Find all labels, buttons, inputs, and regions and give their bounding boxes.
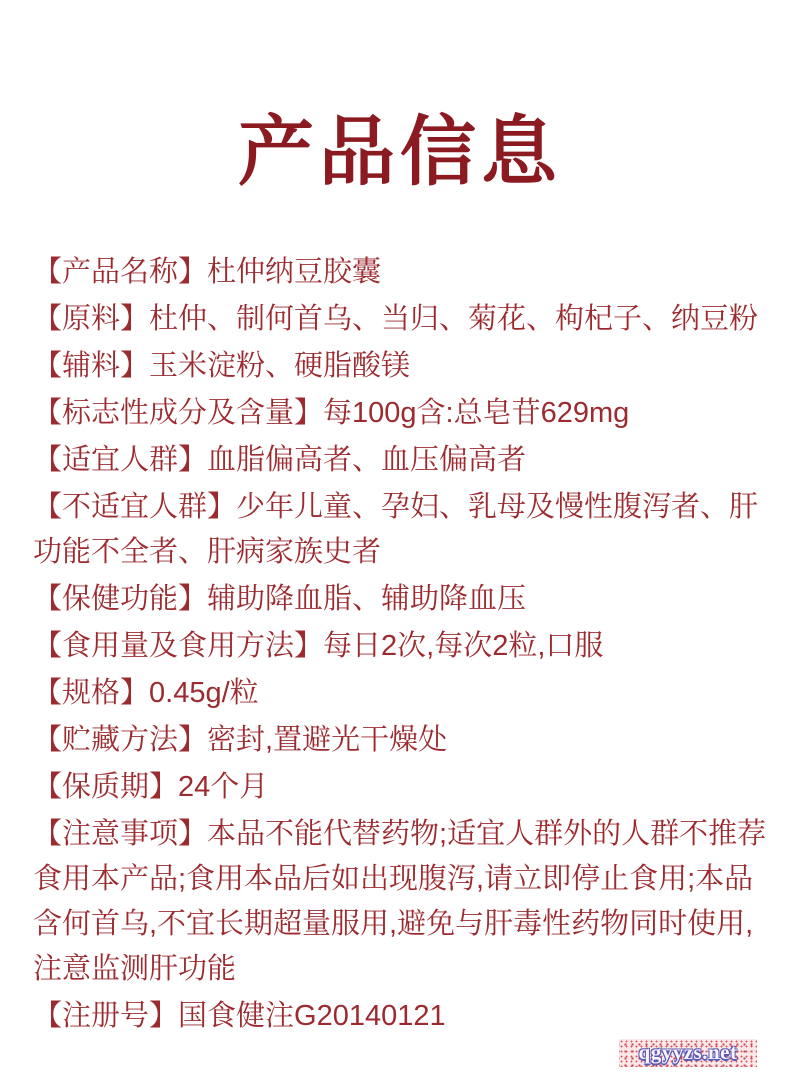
item-label: 【辅料】 bbox=[33, 349, 150, 382]
product-info-item bbox=[33, 250, 774, 295]
item-value: 密封,置避光干燥处 bbox=[207, 723, 448, 756]
product-info-item bbox=[33, 297, 774, 342]
item-value: 本品不能代替药物;适宜人群外的人群不推荐食用本产品;食用本品后如出现腹泻,请立即停止食用;本品含何首乌,不宜长期超量服用,避免与肝毒性药物同时使用,注意监测肝功能 bbox=[33, 817, 767, 985]
item-label: 【不适宜人群】 bbox=[33, 490, 237, 523]
item-label: 【食用量及食用方法】 bbox=[33, 629, 324, 662]
product-info-item bbox=[33, 344, 774, 389]
product-info-item bbox=[33, 812, 774, 992]
item-value: 辅助降血脂、辅助降血压 bbox=[207, 582, 527, 615]
item-value: 玉米淀粉、硬脂酸镁 bbox=[149, 349, 411, 382]
item-value: 国食健注G20140121 bbox=[178, 999, 446, 1032]
watermark-text: qgyyzs.net bbox=[638, 1040, 738, 1065]
product-info-item bbox=[33, 485, 774, 575]
item-value: 24个月 bbox=[178, 770, 269, 803]
item-label: 【注意事项】 bbox=[33, 817, 208, 850]
item-value: 每日2次,每次2粒,口服 bbox=[323, 629, 604, 662]
product-info-item bbox=[33, 391, 774, 436]
product-info-item bbox=[33, 671, 774, 716]
item-value: 血脂偏高者、血压偏高者 bbox=[207, 443, 527, 476]
product-info-item bbox=[33, 718, 774, 763]
item-label: 【注册号】 bbox=[33, 999, 179, 1032]
item-label: 【产品名称】 bbox=[33, 255, 208, 288]
item-label: 【贮藏方法】 bbox=[33, 723, 208, 756]
watermark bbox=[619, 1039, 757, 1067]
item-label: 【原料】 bbox=[33, 302, 150, 335]
item-value: 每100g含:总皂苷629mg bbox=[323, 396, 630, 429]
item-label: 【规格】 bbox=[33, 676, 150, 709]
item-value: 少年儿童、孕妇、乳母及慢性腹泻者、肝功能不全者、肝病家族史者 bbox=[33, 490, 759, 568]
product-info-item bbox=[33, 624, 774, 669]
item-label: 【标志性成分及含量】 bbox=[33, 396, 324, 429]
item-value: 杜仲、制何首乌、当归、菊花、枸杞子、纳豆粉 bbox=[149, 302, 759, 335]
product-info-item bbox=[33, 994, 774, 1039]
product-info-item bbox=[33, 577, 774, 622]
page-title: 产品信息 bbox=[238, 110, 562, 195]
product-info-item bbox=[33, 765, 774, 810]
item-label: 【保健功能】 bbox=[33, 582, 208, 615]
item-label: 【保质期】 bbox=[33, 770, 179, 803]
product-info-list bbox=[33, 250, 774, 1039]
product-info-item bbox=[33, 438, 774, 483]
item-label: 【适宜人群】 bbox=[33, 443, 208, 476]
item-value: 0.45g/粒 bbox=[149, 676, 259, 709]
item-value: 杜仲纳豆胶囊 bbox=[207, 255, 382, 288]
